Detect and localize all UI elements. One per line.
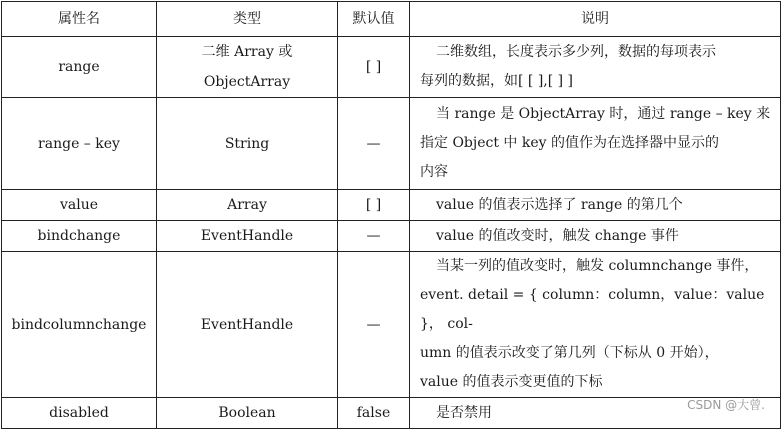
table-row [2,37,781,98]
prop-name: range [2,37,157,98]
desc-line: 当 range 是 ObjectArray 时，通过 range – key 来 [436,106,771,122]
prop-default: false [338,398,410,429]
prop-description [410,190,781,221]
header-default: 默认值 [338,2,410,37]
desc-line: event. detail = { column：column，value：value }， col- [420,287,765,332]
prop-description [410,98,781,190]
table-row [2,398,781,429]
properties-table [1,1,781,429]
desc-line: 每列的数据，如[ [ ],[ ] ] [420,73,574,89]
desc-line: 当某一列的值改变时，触发 columnchange 事件， [436,258,759,274]
table-row [2,252,781,398]
desc-line: umn 的值表示改变了第几列（下标从 0 开始）， [420,345,719,361]
prop-type: EventHandle [157,252,338,398]
desc-line: 内容 [420,164,448,180]
prop-name: disabled [2,398,157,429]
prop-type: Boolean [157,398,338,429]
prop-type: String [157,98,338,190]
table-row [2,98,781,190]
desc-line: 二维数组，长度表示多少列，数据的每项表示 [436,44,716,60]
prop-description [410,221,781,252]
table-row [2,221,781,252]
prop-default: [ ] [338,190,410,221]
header-description: 说明 [410,2,781,37]
prop-name: value [2,190,157,221]
header-name: 属性名 [2,2,157,37]
prop-type: Array [157,190,338,221]
desc-line: value 的值改变时，触发 change 事件 [436,227,679,244]
prop-name: range – key [2,98,157,190]
prop-type-line: ObjectArray [203,74,291,90]
header-type: 类型 [157,2,338,37]
prop-default: [ ] [338,37,410,98]
prop-name: bindchange [2,221,157,252]
desc-line: 指定 Object 中 key 的值作为在选择器中显示的 [420,135,720,151]
table-row [2,190,781,221]
prop-type: EventHandle [157,221,338,252]
prop-description [410,252,781,398]
prop-default: — [338,221,410,252]
desc-line: value 的值表示变更值的下标 [420,374,603,390]
prop-description [410,37,781,98]
table-header-row [2,2,781,37]
prop-type [157,37,338,98]
desc-line: value 的值表示选择了 range 的第几个 [436,196,683,213]
prop-type-line: 二维 Array 或 [201,44,293,60]
watermark: CSDN @大曾. [687,398,765,412]
prop-default: — [338,98,410,190]
prop-default: — [338,252,410,398]
prop-name: bindcolumnchange [2,252,157,398]
desc-line: 是否禁用 [436,404,492,421]
